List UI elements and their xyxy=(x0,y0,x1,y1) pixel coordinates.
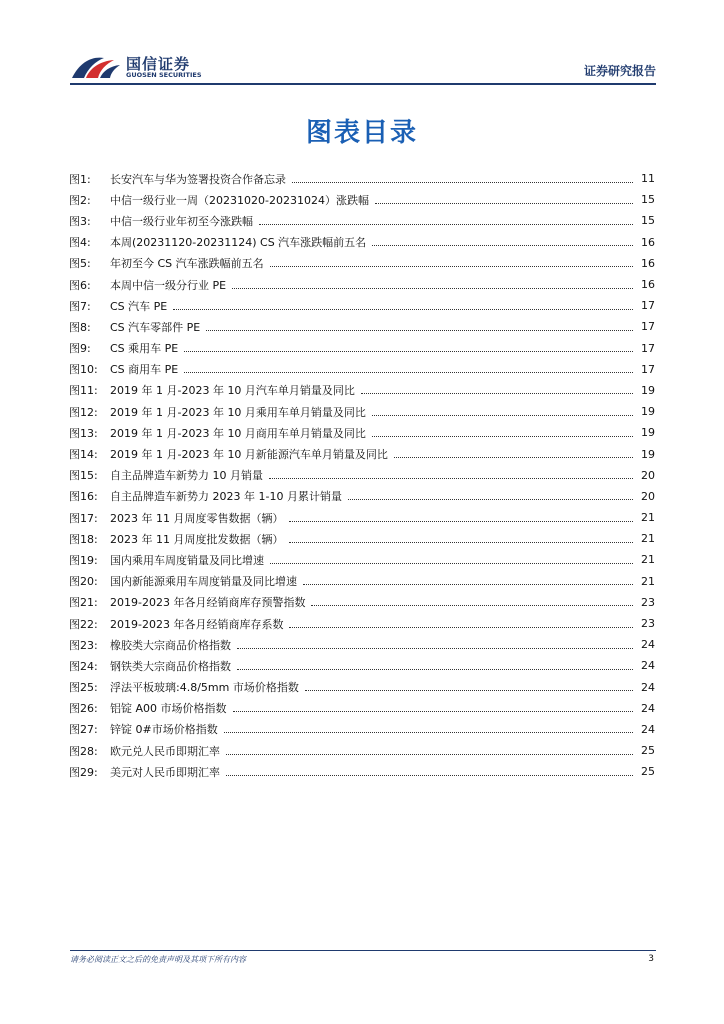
toc-entry[interactable] xyxy=(69,253,655,274)
toc-entry-page: 24 xyxy=(641,722,655,736)
toc-entry[interactable] xyxy=(69,443,655,464)
toc-entry[interactable] xyxy=(69,316,655,337)
logo-english-name: GUOSEN SECURITIES xyxy=(126,71,202,79)
toc-leader-dots xyxy=(289,626,633,628)
report-type-label: 证券研究报告 xyxy=(583,64,656,78)
toc-entry-page: 16 xyxy=(641,278,655,292)
toc-entry-label: 图17: xyxy=(69,511,98,525)
toc-entry-title: 2019 年 1 月-2023 年 10 月新能源汽车单月销量及同比 xyxy=(110,448,388,462)
toc-leader-dots xyxy=(303,583,633,585)
toc-entry[interactable] xyxy=(69,507,655,528)
toc-entry-page: 15 xyxy=(641,214,655,228)
toc-entry[interactable] xyxy=(69,232,655,253)
toc-entry-page: 24 xyxy=(641,638,655,652)
toc-entry-title: CS 汽车 PE xyxy=(110,299,168,313)
toc-leader-dots xyxy=(226,774,633,776)
toc-entry-title: 中信一级行业年初至今涨跌幅 xyxy=(110,214,253,228)
toc-entry-page: 25 xyxy=(641,765,655,779)
toc-entry-label: 图29: xyxy=(69,765,98,779)
toc-entry-page: 15 xyxy=(641,193,655,207)
footer-disclaimer: 请务必阅读正文之后的免责声明及其项下所有内容 xyxy=(70,955,246,964)
toc-entry-label: 图23: xyxy=(69,638,98,652)
toc-leader-dots xyxy=(372,414,633,416)
toc-entry-label: 图19: xyxy=(69,553,98,567)
page-header xyxy=(70,50,656,84)
toc-leader-dots xyxy=(237,668,633,670)
toc-entry-page: 21 xyxy=(641,574,655,588)
toc-entry-page: 21 xyxy=(641,553,655,567)
toc-entry-page: 24 xyxy=(641,701,655,715)
toc-entry[interactable] xyxy=(69,401,655,422)
toc-leader-dots xyxy=(270,562,633,564)
toc-leader-dots xyxy=(237,647,633,649)
toc-entry-page: 19 xyxy=(641,383,655,397)
toc-entry-title: 2019 年 1 月-2023 年 10 月商用车单月销量及同比 xyxy=(110,426,366,440)
page-number: 3 xyxy=(648,954,654,964)
toc-entry-label: 图16: xyxy=(69,490,98,504)
toc-entry-page: 23 xyxy=(641,595,655,609)
toc-entry-page: 20 xyxy=(641,468,655,482)
toc-entry-page: 19 xyxy=(641,405,655,419)
toc-entry-label: 图5: xyxy=(69,257,91,271)
toc-entry-title: 自主品牌造车新势力 10 月销量 xyxy=(110,469,263,483)
toc-entry-title: 2019-2023 年各月经销商库存系数 xyxy=(110,617,284,631)
toc-entry-label: 图18: xyxy=(69,532,98,546)
toc-entry[interactable] xyxy=(69,613,655,634)
toc-entry[interactable] xyxy=(69,719,655,740)
toc-entry-title: CS 商用车 PE xyxy=(110,363,179,377)
toc-entry[interactable] xyxy=(69,168,655,189)
toc-leader-dots xyxy=(305,689,633,691)
toc-entry-title: CS 乘用车 PE xyxy=(110,342,179,356)
toc-entry-label: 图9: xyxy=(69,342,91,356)
toc-entry-page: 16 xyxy=(641,235,655,249)
toc-entry[interactable] xyxy=(69,189,655,210)
toc-entry-title: 2019 年 1 月-2023 年 10 月汽车单月销量及同比 xyxy=(110,384,355,398)
toc-entry-label: 图22: xyxy=(69,617,98,631)
toc-entry-page: 20 xyxy=(641,489,655,503)
toc-entry-page: 23 xyxy=(641,617,655,631)
toc-entry-title: 2019-2023 年各月经销商库存预警指数 xyxy=(110,596,306,610)
toc-entry-page: 17 xyxy=(641,320,655,334)
toc-entry-title: 锌锭 0#市场价格指数 xyxy=(110,723,218,737)
toc-leader-dots xyxy=(173,308,633,310)
toc-leader-dots xyxy=(184,371,633,373)
toc-leader-dots xyxy=(232,287,633,289)
toc-entry[interactable] xyxy=(69,571,655,592)
toc-entry-label: 图14: xyxy=(69,448,98,462)
logo-chinese-name: 国信证券 xyxy=(126,55,191,73)
toc-entry-page: 17 xyxy=(641,341,655,355)
table-of-figures xyxy=(69,168,655,782)
toc-leader-dots xyxy=(184,350,633,352)
toc-entry[interactable] xyxy=(69,655,655,676)
toc-entry-label: 图10: xyxy=(69,363,98,377)
toc-leader-dots xyxy=(259,223,633,225)
toc-leader-dots xyxy=(224,731,633,733)
toc-entry-label: 图12: xyxy=(69,405,98,419)
toc-entry-label: 图20: xyxy=(69,575,98,589)
toc-entry[interactable] xyxy=(69,359,655,380)
toc-entry[interactable] xyxy=(69,338,655,359)
toc-entry-title: 橡胶类大宗商品价格指数 xyxy=(110,638,231,652)
toc-entry[interactable] xyxy=(69,422,655,443)
toc-entry-title: 中信一级行业一周（20231020-20231024）涨跌幅 xyxy=(110,193,369,207)
toc-leader-dots xyxy=(361,392,633,394)
toc-entry-label: 图8: xyxy=(69,320,91,334)
toc-leader-dots xyxy=(289,520,633,522)
toc-entry-title: CS 汽车零部件 PE xyxy=(110,320,201,334)
toc-entry[interactable] xyxy=(69,210,655,231)
toc-entry-title: 年初至今 CS 汽车涨跌幅前五名 xyxy=(110,257,264,271)
toc-leader-dots xyxy=(292,181,633,183)
toc-entry-label: 图25: xyxy=(69,681,98,695)
toc-entry-title: 浮法平板玻璃:4.8/5mm 市场价格指数 xyxy=(110,681,299,695)
toc-entry[interactable] xyxy=(69,465,655,486)
toc-leader-dots xyxy=(289,541,633,543)
toc-entry-label: 图28: xyxy=(69,744,98,758)
toc-entry-page: 21 xyxy=(641,532,655,546)
toc-entry[interactable] xyxy=(69,380,655,401)
toc-leader-dots xyxy=(270,265,633,267)
toc-entry-label: 图13: xyxy=(69,426,98,440)
toc-entry[interactable] xyxy=(69,592,655,613)
toc-leader-dots xyxy=(375,202,633,204)
guosen-logo-icon xyxy=(70,52,122,82)
toc-entry-page: 19 xyxy=(641,447,655,461)
toc-leader-dots xyxy=(269,477,633,479)
toc-entry-title: 长安汽车与华为签署投资合作备忘录 xyxy=(110,172,286,186)
toc-entry-label: 图1: xyxy=(69,172,91,186)
toc-leader-dots xyxy=(372,244,633,246)
toc-entry-page: 17 xyxy=(641,299,655,313)
toc-entry[interactable] xyxy=(69,634,655,655)
toc-entry-title: 欧元兑人民币即期汇率 xyxy=(110,744,220,758)
toc-entry-page: 24 xyxy=(641,659,655,673)
toc-entry-page: 17 xyxy=(641,362,655,376)
toc-entry[interactable] xyxy=(69,274,655,295)
footer-divider xyxy=(70,950,656,951)
toc-entry-title: 本周中信一级分行业 PE xyxy=(110,278,227,292)
toc-entry[interactable] xyxy=(69,740,655,761)
toc-entry-label: 图27: xyxy=(69,723,98,737)
toc-entry[interactable] xyxy=(69,486,655,507)
toc-entry-label: 图3: xyxy=(69,214,91,228)
toc-entry-title: 钢铁类大宗商品价格指数 xyxy=(110,659,231,673)
toc-entry-title: 铝锭 A00 市场价格指数 xyxy=(110,702,227,716)
toc-leader-dots xyxy=(206,329,633,331)
toc-entry[interactable] xyxy=(69,677,655,698)
toc-entry-page: 24 xyxy=(641,680,655,694)
toc-entry-label: 图11: xyxy=(69,384,98,398)
toc-entry-page: 19 xyxy=(641,426,655,440)
toc-entry-page: 11 xyxy=(641,172,655,186)
toc-entry-label: 图24: xyxy=(69,659,98,673)
toc-entry[interactable] xyxy=(69,698,655,719)
toc-entry-label: 图26: xyxy=(69,702,98,716)
toc-entry-title: 2023 年 11 月周度批发数据（辆） xyxy=(110,532,284,546)
page-title: 图表目录 xyxy=(305,118,418,148)
toc-entry-label: 图7: xyxy=(69,299,91,313)
toc-entry-title: 美元对人民币即期汇率 xyxy=(110,765,220,779)
toc-leader-dots xyxy=(394,456,633,458)
toc-entry[interactable] xyxy=(69,295,655,316)
toc-leader-dots xyxy=(226,753,633,755)
toc-entry-title: 2019 年 1 月-2023 年 10 月乘用车单月销量及同比 xyxy=(110,405,366,419)
toc-leader-dots xyxy=(348,498,633,500)
header-divider xyxy=(70,83,656,85)
toc-entry-label: 图6: xyxy=(69,278,91,292)
toc-entry[interactable] xyxy=(69,761,655,782)
toc-leader-dots xyxy=(311,604,633,606)
toc-entry-label: 图4: xyxy=(69,236,91,250)
toc-entry-title: 国内乘用车周度销量及同比增速 xyxy=(110,553,264,567)
toc-entry-title: 本周(20231120-20231124) CS 汽车涨跌幅前五名 xyxy=(110,236,367,250)
toc-entry-page: 25 xyxy=(641,744,655,758)
toc-entry-label: 图2: xyxy=(69,193,91,207)
toc-entry-page: 16 xyxy=(641,256,655,270)
toc-entry-title: 国内新能源乘用车周度销量及同比增速 xyxy=(110,575,297,589)
toc-entry-title: 2023 年 11 月周度零售数据（辆） xyxy=(110,511,284,525)
toc-entry-page: 21 xyxy=(641,511,655,525)
toc-entry-label: 图15: xyxy=(69,469,98,483)
toc-entry[interactable] xyxy=(69,528,655,549)
toc-entry-title: 自主品牌造车新势力 2023 年 1-10 月累计销量 xyxy=(110,490,342,504)
toc-entry-label: 图21: xyxy=(69,596,98,610)
toc-leader-dots xyxy=(372,435,633,437)
toc-entry[interactable] xyxy=(69,549,655,570)
toc-leader-dots xyxy=(233,710,633,712)
